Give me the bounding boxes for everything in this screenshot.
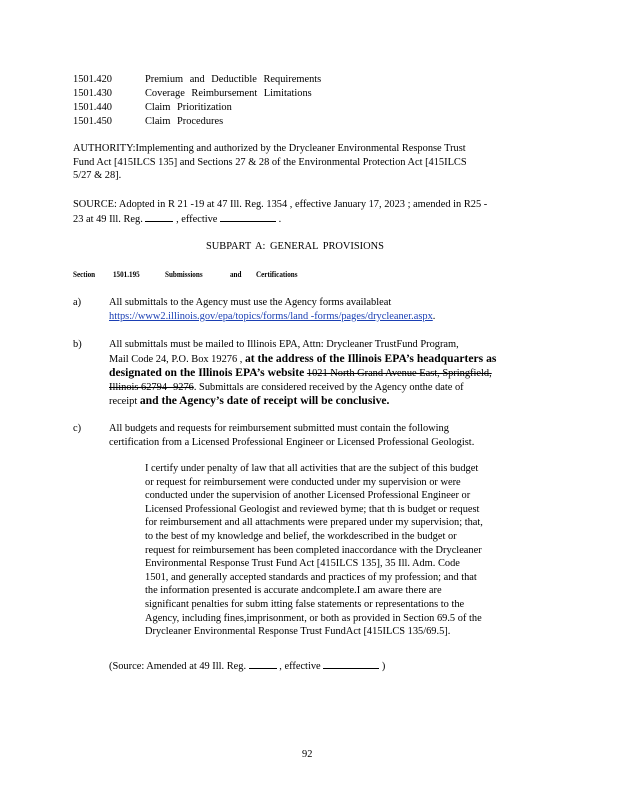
section-number: 1501.195 xyxy=(113,270,140,279)
toc-title: Premium and Deductible Requirements xyxy=(145,74,322,85)
source-text: . xyxy=(278,213,282,225)
item-a-line: All submittals to the Agency must use the Agency forms availableat xyxy=(109,297,392,308)
blank-register-page xyxy=(249,659,277,669)
toc-title: Coverage Reimbursement Limitations xyxy=(145,88,312,99)
drycleaner-forms-link[interactable]: https://www2.illinois.gov/epa/topics/forms/land -forms/pages/drycleaner.aspx xyxy=(109,310,433,322)
certification-line: request for reimbursement has been completed inaccordance with the Drycleaner xyxy=(145,544,482,556)
toc-number: 1501.440 xyxy=(73,102,112,113)
source-line-2 xyxy=(73,212,487,227)
toc-number: 1501.430 xyxy=(73,88,112,99)
toc-title: Claim Prioritization xyxy=(145,102,232,113)
item-b-inserted-text: and the Agency’s date of receipt will be conclusive. xyxy=(139,394,390,408)
item-c xyxy=(109,422,474,449)
source-amended-text: , effective xyxy=(279,661,321,672)
source-note xyxy=(73,198,487,226)
item-a-label: a) xyxy=(73,297,82,308)
certification-line: Environmental Response Trust Fund Act [415ILCS 135], 35 Ill. Adm. Code xyxy=(145,558,460,570)
authority-line: Fund Act [415ILCS 135] and Sections 27 & 28 of the Environmental Protection Act [415ILCS xyxy=(73,156,467,168)
item-b xyxy=(109,338,496,409)
item-b-line: All submittals must be mailed to Illinois EPA, Attn: Drycleaner TrustFund Program, xyxy=(109,339,459,350)
item-c-line: certification from a Licensed Professional Engineer or Licensed Professional Geologist. xyxy=(109,436,475,448)
certification-line: the information presented is accurate andcomplete.I am aware there are xyxy=(145,585,442,597)
item-b-deleted-text: 1021 North Grand Avenue East, Springfield, xyxy=(306,368,492,380)
source-text: 23 at 49 Ill. Reg. xyxy=(73,213,143,225)
certification-line: or request for reimbursement were conducted under my supervision or were xyxy=(145,476,461,488)
certification-statement xyxy=(145,462,483,639)
certification-line: Agency, including fines,imprisonment, or both as provided in Section 69.5 of the xyxy=(145,612,482,624)
certification-line: significant penalties for subm itting false statements or representations to the xyxy=(145,598,465,610)
section-title-2: Certifications xyxy=(256,270,298,279)
certification-line: conducted under the supervision of another Licensed Professional Engineer or xyxy=(145,490,471,502)
item-a xyxy=(109,296,435,323)
certification-line: Licensed Professional Geologist and reviewed byme; that th is budget or request xyxy=(145,503,480,515)
item-c-line: All budgets and requests for reimbursement submitted must contain the following xyxy=(109,423,449,434)
certification-line: I certify under penalty of law that all activities that are the subject of this budget xyxy=(145,463,479,474)
blank-register-page xyxy=(145,212,173,222)
source-amended-text: (Source: Amended at 49 Ill. Reg. xyxy=(109,661,247,672)
authority-line: 5/27 & 28]. xyxy=(73,170,122,182)
subpart-heading: SUBPART A: GENERAL PROVISIONS xyxy=(206,241,384,252)
item-b-inserted-text: designated on the Illinois EPA’s website xyxy=(109,366,305,380)
certification-line: 1501, and generally accepted standards and practices of my profession; and that xyxy=(145,571,477,583)
item-a-link-line xyxy=(109,310,435,324)
item-b-line xyxy=(109,366,496,381)
authority-line: AUTHORITY:Implementing and authorized by the Drycleaner Environmental Response Trust xyxy=(73,143,466,154)
item-c-label: c) xyxy=(73,423,82,434)
item-b-text: receipt xyxy=(109,396,138,408)
blank-effective-date xyxy=(323,659,379,669)
toc-number: 1501.450 xyxy=(73,116,112,127)
link-end: . xyxy=(432,310,436,322)
section-title: Submissions xyxy=(165,270,203,279)
blank-effective-date xyxy=(220,212,276,222)
item-b-text: Mail Code 24, P.O. Box 19276 , xyxy=(109,353,243,365)
item-b-inserted-text: at the address of the Illinois EPA’s headquarters as xyxy=(244,351,497,365)
section-label: Section xyxy=(73,270,96,279)
source-amended-note xyxy=(109,659,385,674)
source-amended-text: ) xyxy=(381,661,386,672)
authority-note xyxy=(73,142,467,183)
item-b-deleted-text: Illinois 62794 -9276 xyxy=(109,381,194,393)
source-line: SOURCE: Adopted in R 21 -19 at 47 Ill. Reg. 1354 , effective January 17, 2023 ; amended in R25 - xyxy=(73,199,488,210)
toc-title: Claim Procedures xyxy=(145,116,224,127)
item-b-line xyxy=(109,381,496,395)
item-b-text: . Submittals are considered received by the Agency onthe date of xyxy=(193,381,464,393)
item-b-line xyxy=(109,394,496,409)
item-b-line xyxy=(109,352,496,367)
section-title-and: and xyxy=(230,270,242,279)
toc-number: 1501.420 xyxy=(73,74,112,85)
source-text: , effective xyxy=(176,213,218,225)
certification-line: for reimbursement and all attachments were prepared under my supervision; that, xyxy=(145,517,483,529)
certification-line: Drycleaner Environmental Response Trust FundAct [415ILCS 135/69.5]. xyxy=(145,626,451,638)
certification-line: to the best of my knowledge and belief, the workdescribed in the budget or xyxy=(145,530,457,542)
item-b-label: b) xyxy=(73,339,82,350)
page-number: 92 xyxy=(302,749,313,760)
